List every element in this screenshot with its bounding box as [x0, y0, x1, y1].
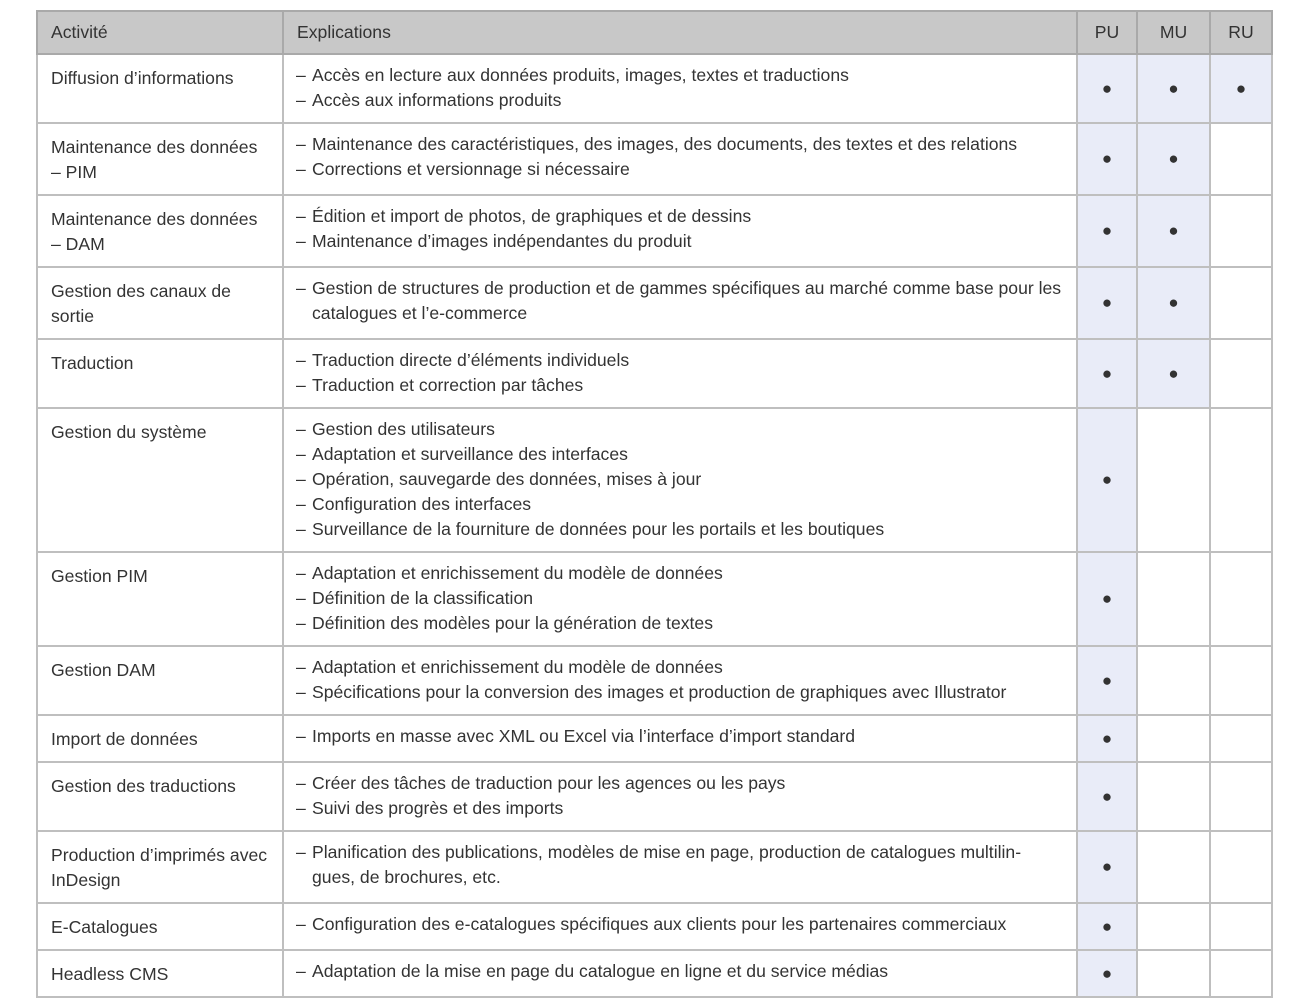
explanation-item: – Corrections et versionnage si nécessaire — [296, 157, 1064, 182]
mu-cell — [1137, 552, 1210, 646]
activity-cell: Maintenance des données – DAM — [37, 195, 283, 267]
explanations-cell — [283, 339, 1077, 408]
explanations-cell — [283, 715, 1077, 762]
explanation-item: – Accès aux informations produits — [296, 88, 1064, 113]
explanation-list — [296, 912, 1064, 937]
mu-cell — [1137, 195, 1210, 267]
activity-cell: E-Catalogues — [37, 903, 283, 950]
explanation-item: – Maintenance des caractéristiques, des images, des documents, des textes et des relations — [296, 132, 1064, 157]
bullet-mark-icon: ● — [1101, 916, 1113, 936]
table-body — [37, 54, 1272, 997]
explanation-item: – Créer des tâches de traduction pour les agences ou les pays — [296, 771, 1064, 796]
explanation-list — [296, 132, 1064, 182]
pu-cell — [1077, 831, 1137, 903]
explanation-item: – Définition des modèles pour la génération de textes — [296, 611, 1064, 636]
explanations-cell — [283, 831, 1077, 903]
table-row — [37, 195, 1272, 267]
explanations-cell — [283, 195, 1077, 267]
explanation-list — [296, 655, 1064, 705]
activity-cell: Diffusion d’informations — [37, 54, 283, 123]
mu-cell — [1137, 123, 1210, 195]
explanation-item: – Adaptation de la mise en page du catalogue en ligne et du service médias — [296, 959, 1064, 984]
explanation-item: – Accès en lecture aux données produits, images, textes et traductions — [296, 63, 1064, 88]
explanations-cell — [283, 123, 1077, 195]
bullet-mark-icon: ● — [1101, 786, 1113, 806]
ru-cell — [1210, 646, 1272, 715]
activity-cell: Maintenance des données – PIM — [37, 123, 283, 195]
column-header-mu: MU — [1137, 11, 1210, 54]
column-header-explanations: Explications — [283, 11, 1077, 54]
explanation-item: – Gestion de structures de production et de gammes spécifiques au marché comme base pour les catalogues et l’e-commerce — [296, 276, 1064, 326]
ru-cell — [1210, 552, 1272, 646]
activity-cell: Production d’imprimés avec InDesign — [37, 831, 283, 903]
bullet-mark-icon: ● — [1235, 78, 1247, 98]
activity-cell: Gestion des canaux de sortie — [37, 267, 283, 339]
explanation-list — [296, 724, 1064, 749]
explanation-item: – Définition de la classification — [296, 586, 1064, 611]
pu-cell — [1077, 762, 1137, 831]
bullet-mark-icon: ● — [1101, 149, 1113, 168]
mu-cell — [1137, 715, 1210, 762]
explanation-item: – Configuration des e-catalogues spécifiques aux clients pour les partenaires commerciaux — [296, 912, 1064, 937]
explanation-list — [296, 561, 1064, 636]
table-row — [37, 903, 1272, 950]
activity-cell: Headless CMS — [37, 950, 283, 997]
pu-cell — [1077, 646, 1137, 715]
ru-cell — [1210, 903, 1272, 950]
ru-cell — [1210, 408, 1272, 552]
mu-cell — [1137, 408, 1210, 552]
pu-cell — [1077, 195, 1137, 267]
explanation-item: – Gestion des utilisateurs — [296, 417, 1064, 442]
explanation-list — [296, 840, 1064, 890]
explanations-cell — [283, 950, 1077, 997]
column-header-ru: RU — [1210, 11, 1272, 54]
pu-cell — [1077, 123, 1137, 195]
bullet-mark-icon: ● — [1101, 363, 1113, 383]
bullet-mark-icon: ● — [1101, 78, 1113, 98]
bullet-mark-icon: ● — [1101, 221, 1113, 240]
ru-cell — [1210, 762, 1272, 831]
bullet-mark-icon: ● — [1101, 293, 1113, 312]
ru-cell — [1210, 950, 1272, 997]
pu-cell — [1077, 408, 1137, 552]
bullet-mark-icon: ● — [1101, 963, 1113, 983]
bullet-mark-icon: ● — [1168, 363, 1179, 383]
table-row — [37, 408, 1272, 552]
explanation-item: – Traduction directe d’éléments individuels — [296, 348, 1064, 373]
table-row — [37, 339, 1272, 408]
bullet-mark-icon: ● — [1168, 293, 1179, 312]
pu-cell — [1077, 903, 1137, 950]
activity-cell: Gestion du système — [37, 408, 283, 552]
explanations-cell — [283, 267, 1077, 339]
explanation-list — [296, 417, 1064, 542]
ru-cell — [1210, 54, 1272, 123]
bullet-mark-icon: ● — [1168, 78, 1179, 98]
bullet-mark-icon: ● — [1101, 470, 1113, 489]
explanations-cell — [283, 903, 1077, 950]
bullet-mark-icon: ● — [1168, 221, 1179, 240]
mu-cell — [1137, 646, 1210, 715]
table-row — [37, 646, 1272, 715]
ru-cell — [1210, 267, 1272, 339]
explanation-item: – Adaptation et surveillance des interfaces — [296, 442, 1064, 467]
explanation-item: – Suivi des progrès et des imports — [296, 796, 1064, 821]
explanation-list — [296, 204, 1064, 254]
ru-cell — [1210, 123, 1272, 195]
bullet-mark-icon: ● — [1101, 589, 1113, 608]
explanation-item: – Maintenance d’images indépendantes du produit — [296, 229, 1064, 254]
ru-cell — [1210, 715, 1272, 762]
pu-cell — [1077, 715, 1137, 762]
table-row — [37, 950, 1272, 997]
explanation-item: – Spécifications pour la conversion des images et production de graphiques avec Illustrator — [296, 680, 1064, 705]
ru-cell — [1210, 195, 1272, 267]
activity-cell: Gestion PIM — [37, 552, 283, 646]
explanation-item: – Planification des publications, modèles de mise en page, production de catalogues multilin-gues, de brochures, etc. — [296, 840, 1064, 890]
table-row — [37, 552, 1272, 646]
explanations-cell — [283, 552, 1077, 646]
explanation-list — [296, 63, 1064, 113]
pu-cell — [1077, 950, 1137, 997]
pu-cell — [1077, 54, 1137, 123]
activity-cell: Gestion DAM — [37, 646, 283, 715]
mu-cell — [1137, 267, 1210, 339]
explanation-item: – Surveillance de la fourniture de données pour les portails et les boutiques — [296, 517, 1064, 542]
explanation-list — [296, 771, 1064, 821]
pu-cell — [1077, 339, 1137, 408]
explanations-cell — [283, 762, 1077, 831]
table-row — [37, 123, 1272, 195]
mu-cell — [1137, 762, 1210, 831]
bullet-mark-icon: ● — [1101, 670, 1113, 690]
activity-cell: Traduction — [37, 339, 283, 408]
explanations-cell — [283, 408, 1077, 552]
table-row — [37, 267, 1272, 339]
pu-cell — [1077, 267, 1137, 339]
activity-cell: Import de données — [37, 715, 283, 762]
explanation-item: – Adaptation et enrichissement du modèle de données — [296, 561, 1064, 586]
column-header-activity: Activité — [37, 11, 283, 54]
explanation-item: – Imports en masse avec XML ou Excel via l’interface d’import standard — [296, 724, 1064, 749]
table-header-row — [37, 11, 1272, 54]
mu-cell — [1137, 54, 1210, 123]
explanations-cell — [283, 646, 1077, 715]
pu-cell — [1077, 552, 1137, 646]
activity-role-table — [36, 10, 1273, 998]
activity-cell: Gestion des traductions — [37, 762, 283, 831]
table-row — [37, 715, 1272, 762]
bullet-mark-icon: ● — [1168, 149, 1179, 168]
mu-cell — [1137, 831, 1210, 903]
ru-cell — [1210, 831, 1272, 903]
mu-cell — [1137, 903, 1210, 950]
bullet-mark-icon: ● — [1101, 857, 1113, 876]
explanation-list — [296, 959, 1064, 984]
bullet-mark-icon: ● — [1101, 728, 1113, 748]
explanation-item: – Opération, sauvegarde des données, mises à jour — [296, 467, 1064, 492]
ru-cell — [1210, 339, 1272, 408]
explanation-list — [296, 348, 1064, 398]
explanation-item: – Adaptation et enrichissement du modèle de données — [296, 655, 1064, 680]
explanations-cell — [283, 54, 1077, 123]
table-row — [37, 831, 1272, 903]
table-row — [37, 54, 1272, 123]
explanation-item: – Configuration des interfaces — [296, 492, 1064, 517]
mu-cell — [1137, 950, 1210, 997]
explanation-list — [296, 276, 1064, 326]
explanation-item: – Traduction et correction par tâches — [296, 373, 1064, 398]
mu-cell — [1137, 339, 1210, 408]
explanation-item: – Édition et import de photos, de graphiques et de dessins — [296, 204, 1064, 229]
table-row — [37, 762, 1272, 831]
column-header-pu: PU — [1077, 11, 1137, 54]
